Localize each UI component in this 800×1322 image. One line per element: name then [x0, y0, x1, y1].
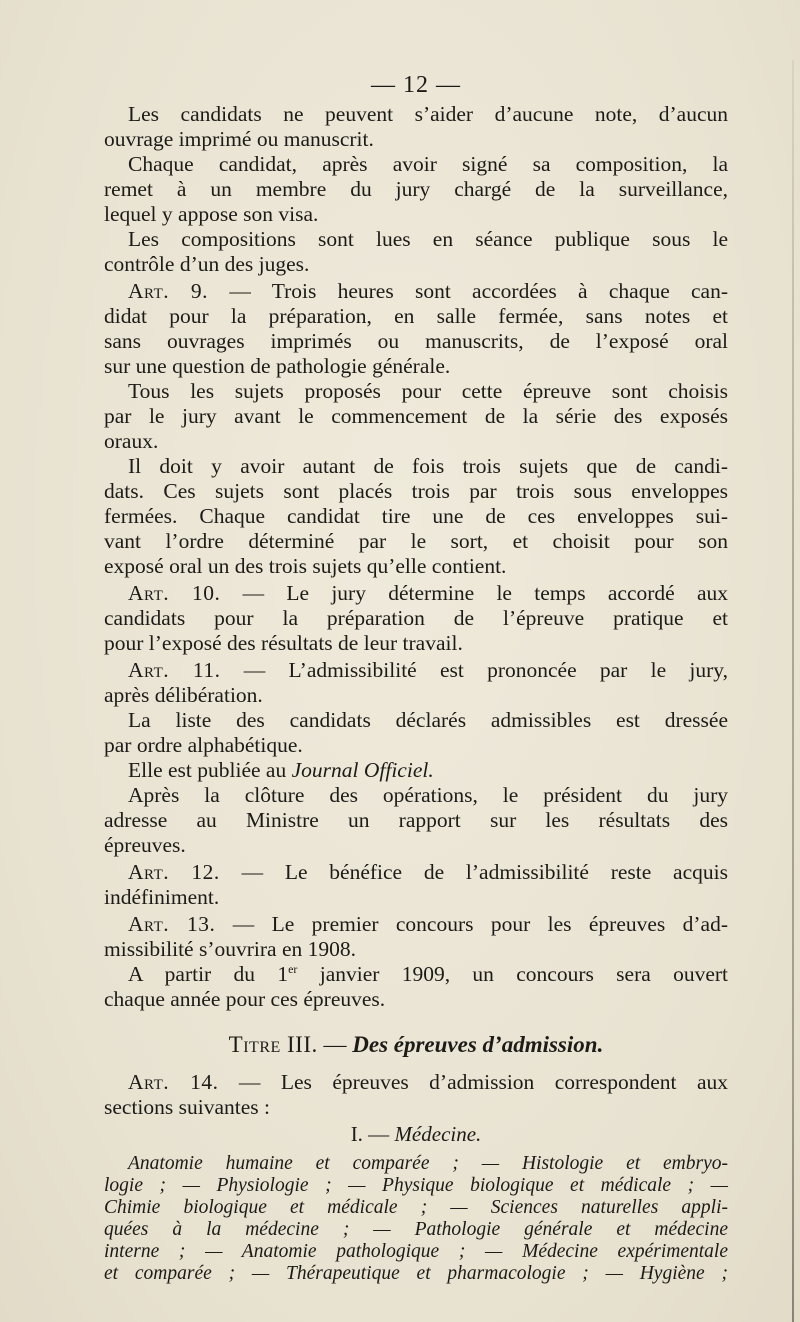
- text-run: — Le premier concours pour les épreuves d’ad-: [215, 912, 728, 936]
- list-line: et comparée ; — Thérapeutique et pharmacologie ; — Hygiène ;: [104, 1263, 728, 1284]
- paragraph-public-reading: [104, 227, 728, 277]
- text-run: Elle est publiée au: [128, 758, 292, 782]
- list-line: Chimie biologique et médicale ; — Sciences naturelles appli-: [104, 1197, 728, 1218]
- text-line: [104, 758, 728, 783]
- title-label: Titre III.: [228, 1032, 318, 1057]
- article-label: Art. 14.: [128, 1070, 219, 1094]
- text-line: Tous les sujets proposés pour cette épreuve sont choisis: [128, 379, 728, 403]
- paragraph-no-notes: [104, 102, 728, 152]
- text-line: [104, 581, 728, 606]
- text-line: fermées. Chaque candidat tire une de ces enveloppes sui-: [104, 504, 728, 528]
- text-line: [104, 860, 728, 885]
- text-run: janvier 1909, un concours sera ouvert: [297, 962, 729, 986]
- text-line: candidats pour la préparation de l’épreuve pratique et: [104, 606, 728, 630]
- article-label: Art. 10.: [128, 581, 221, 605]
- text-line: pour l’exposé des résultats de leur travail.: [104, 631, 463, 655]
- section-name: Médecine.: [394, 1122, 482, 1146]
- text-line: [104, 912, 728, 937]
- text-line: Après la clôture des opérations, le président du jury: [128, 783, 728, 807]
- text-line: Il doit y avoir autant de fois trois sujets que de candi-: [128, 454, 728, 478]
- text-run: — L’admissibilité est prononcée par le jury,: [220, 658, 728, 682]
- article-label: Art. 11.: [128, 658, 221, 682]
- text-line: vant l’ordre déterminé par le sort, et choisit pour son: [104, 529, 728, 553]
- text-line: didat pour la préparation, en salle fermée, sans notes et: [104, 304, 728, 328]
- text-line: après délibération.: [104, 683, 263, 707]
- article-11-list: [104, 708, 728, 758]
- text-run: A partir du 1: [128, 962, 289, 986]
- text-line: [104, 962, 728, 987]
- article-10: [104, 581, 728, 656]
- text-run: — Trois heures sont accordées à chaque can-: [208, 279, 728, 303]
- text-line: sans ouvrages imprimés ou manuscrits, de l’exposé oral: [104, 329, 728, 353]
- text-line: sur une question de pathologie générale.: [104, 354, 451, 378]
- text-line: [104, 658, 728, 683]
- text-run: — Le jury détermine le temps accordé aux: [220, 581, 729, 605]
- text-line: dats. Ces sujets sont placés trois par trois sous enveloppes: [104, 479, 728, 503]
- text-line: oraux.: [104, 429, 159, 453]
- text-line: La liste des candidats déclarés admissibles est dressée: [128, 708, 728, 732]
- article-label: Art. 13.: [128, 912, 216, 936]
- text-line: missibilité s’ouvrira en 1908.: [104, 937, 356, 961]
- list-line: Anatomie humaine et comparée ; — Histologie et embryo-: [128, 1153, 728, 1174]
- text-line: par le jury avant le commencement de la série des exposés: [104, 404, 728, 428]
- journal-title: Journal Officiel.: [291, 758, 434, 782]
- title-dash: —: [317, 1032, 353, 1057]
- article-11-report: [104, 783, 728, 858]
- text-line: ouvrage imprimé ou manuscrit.: [104, 127, 374, 151]
- text-line: Les candidats ne peuvent s’aider d’aucune note, d’aucun: [128, 102, 728, 126]
- text-line: [104, 279, 728, 304]
- text-line: sections suivantes :: [104, 1095, 271, 1119]
- page-number: — 12 —: [371, 72, 461, 98]
- list-line: quées à la médecine ; — Pathologie générale et médecine: [104, 1219, 728, 1240]
- section-heading-medecine: [104, 1122, 728, 1147]
- article-11-publication: [104, 758, 728, 783]
- article-14: [104, 1070, 728, 1120]
- text-line: par ordre alphabétique.: [104, 733, 303, 757]
- text-run: — Les épreuves d’admission correspondent aux: [218, 1070, 728, 1094]
- text-run: — Le bénéfice de l’admissibilité reste acquis: [219, 860, 728, 884]
- text-line: contrôle d’un des juges.: [104, 252, 310, 276]
- section-number: I. —: [350, 1122, 395, 1146]
- text-line: lequel y appose son visa.: [104, 202, 319, 226]
- article-9-subjects: [104, 379, 728, 454]
- text-line: exposé oral un des trois sujets qu’elle contient.: [104, 554, 507, 578]
- article-12: [104, 860, 728, 910]
- superscript: er: [288, 961, 298, 976]
- article-9-envelopes: [104, 454, 728, 579]
- text-line: Chaque candidat, après avoir signé sa composition, la: [128, 152, 728, 176]
- list-line: interne ; — Anatomie pathologique ; — Médecine expérimentale: [104, 1241, 728, 1262]
- title-name: Des épreuves d’admission.: [352, 1032, 604, 1057]
- page-edge-shadow: [792, 60, 794, 1322]
- article-label: Art. 9.: [128, 279, 209, 303]
- text-line: épreuves.: [104, 833, 186, 857]
- article-13-yearly: [104, 962, 728, 1012]
- text-line: [104, 1070, 728, 1095]
- article-13: [104, 912, 728, 962]
- text-line: chaque année pour ces épreuves.: [104, 987, 386, 1011]
- article-label: Art. 12.: [128, 860, 220, 884]
- article-9: [104, 279, 728, 379]
- text-line: Les compositions sont lues en séance publique sous le: [128, 227, 728, 251]
- list-line: logie ; — Physiologie ; — Physique biologique et médicale ; —: [104, 1175, 728, 1196]
- text-line: indéfiniment.: [104, 885, 220, 909]
- text-column: [104, 68, 728, 1285]
- article-11: [104, 658, 728, 708]
- text-line: adresse au Ministre un rapport sur les résultats des: [104, 808, 728, 832]
- medecine-subjects: [104, 1153, 728, 1285]
- text-line: remet à un membre du jury chargé de la surveillance,: [104, 177, 728, 201]
- section-title: [104, 1030, 728, 1060]
- paragraph-composition: [104, 152, 728, 227]
